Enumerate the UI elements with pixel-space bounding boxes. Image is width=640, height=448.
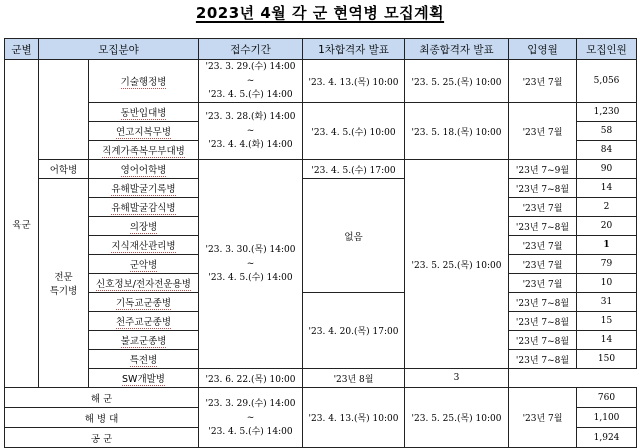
reception-period: '23. 3. 29.(수) 14:00 ~ '23. 4. 5.(수) 14:00	[199, 60, 303, 103]
field-name: 신호정보/전자전운용병	[89, 274, 199, 293]
group-special: 전문 특기병	[39, 179, 89, 388]
header-count: 모집인원	[577, 39, 637, 60]
header-enlist: 입영월	[509, 39, 577, 60]
enlist-month: '23년 7월	[509, 236, 577, 255]
recruit-count: 3	[405, 369, 509, 388]
header-field: 모집분야	[39, 39, 199, 60]
recruit-count: 1,230	[577, 103, 637, 122]
field-name: 특전병	[89, 350, 199, 369]
enlist-month: '23년 7월	[509, 255, 577, 274]
recruit-count: 10	[577, 274, 637, 293]
field-name: 기독교군종병	[89, 293, 199, 312]
enlist-month: '23년 7월	[509, 103, 577, 160]
field-name: 유해발굴감식병	[89, 198, 199, 217]
recruit-count: 1,100	[577, 408, 637, 428]
recruit-count: 84	[577, 141, 637, 160]
field-name: 동반입대병	[89, 103, 199, 122]
field-name: 군악병	[89, 255, 199, 274]
final-announce: '23. 5. 25.(목) 10:00	[405, 388, 509, 448]
table-row	[5, 103, 637, 122]
page-title: 2023년 4월 각 군 현역병 모집계획	[195, 4, 445, 22]
table-row	[5, 160, 637, 179]
first-announce: '23. 4. 5.(수) 10:00	[303, 103, 405, 160]
enlist-month: '23년 8월	[303, 369, 405, 388]
header-row	[5, 39, 637, 60]
table-row	[5, 388, 637, 408]
recruitment-table	[4, 38, 637, 448]
enlist-month: '23년 7~9월	[509, 160, 577, 179]
field-name: 직계가족복무부대병	[89, 141, 199, 160]
enlist-month: '23년 7월	[509, 60, 577, 103]
field-name: 유해발굴기록병	[89, 179, 199, 198]
field-name: 의장병	[89, 217, 199, 236]
recruit-count: 1,924	[577, 428, 637, 448]
first-announce-none: 없음	[303, 179, 405, 293]
table-row	[5, 293, 637, 312]
first-announce: '23. 4. 13.(목) 10:00	[303, 388, 405, 448]
branch-marines: 해 병 대	[5, 408, 199, 428]
recruit-count: 90	[577, 160, 637, 179]
enlist-month: '23년 7~8월	[509, 312, 577, 331]
final-announce: '23. 6. 22.(목) 10:00	[199, 369, 303, 388]
enlist-month: '23년 7~8월	[509, 179, 577, 198]
reception-period: '23. 3. 30.(목) 14:00 ~ '23. 4. 5.(수) 14:00	[199, 160, 303, 369]
branch-navy: 해 군	[5, 388, 199, 408]
enlist-month: '23년 7~8월	[509, 217, 577, 236]
recruit-count: 79	[577, 255, 637, 274]
final-announce: '23. 5. 25.(목) 10:00	[405, 160, 509, 369]
recruit-count: 760	[577, 388, 637, 408]
table-row	[5, 179, 637, 198]
recruit-count: 150	[577, 350, 637, 369]
enlist-month: '23년 7~8월	[509, 331, 577, 350]
final-announce: '23. 5. 25.(목) 10:00	[405, 60, 509, 103]
enlist-month: '23년 7월	[509, 198, 577, 217]
field-name: 기술행정병	[89, 60, 199, 103]
field-name: SW개발병	[89, 369, 199, 388]
field-name: 지식재산관리병	[89, 236, 199, 255]
header-reception: 접수기간	[199, 39, 303, 60]
enlist-month: '23년 7~8월	[509, 293, 577, 312]
recruit-count: 5,056	[577, 60, 637, 103]
reception-period: '23. 3. 28.(화) 14:00 ~ '23. 4. 4.(화) 14:00	[199, 103, 303, 160]
recruit-count: 14	[577, 331, 637, 350]
first-announce: '23. 4. 13.(목) 10:00	[303, 60, 405, 103]
recruit-count: 15	[577, 312, 637, 331]
table-row	[5, 369, 637, 388]
recruit-count: 31	[577, 293, 637, 312]
branch-army: 육군	[5, 60, 39, 388]
first-announce: '23. 4. 20.(목) 17:00	[303, 293, 405, 369]
first-announce: '23. 4. 5.(수) 17:00	[303, 160, 405, 179]
recruit-count: 1	[577, 236, 637, 255]
table-row	[5, 60, 637, 103]
enlist-month: '23년 7~8월	[509, 350, 577, 369]
header-branch: 군별	[5, 39, 39, 60]
blank-cell	[39, 60, 89, 160]
field-name: 연고지복무병	[89, 122, 199, 141]
field-name: 천주교군종병	[89, 312, 199, 331]
recruit-count: 2	[577, 198, 637, 217]
final-announce: '23. 5. 18.(목) 10:00	[405, 103, 509, 160]
branch-airforce: 공 군	[5, 428, 199, 448]
group-language: 어학병	[39, 160, 89, 179]
field-name: 영어어학병	[89, 160, 199, 179]
header-first: 1차합격자 발표	[303, 39, 405, 60]
enlist-month: '23년 7월	[509, 274, 577, 293]
reception-period: '23. 3. 29.(수) 14:00 ~ '23. 4. 5.(수) 14:00	[199, 388, 303, 448]
enlist-month: '23년 7월	[509, 388, 577, 448]
field-name: 불교군종병	[89, 331, 199, 350]
recruit-count: 14	[577, 179, 637, 198]
header-final: 최종합격자 발표	[405, 39, 509, 60]
recruit-count: 20	[577, 217, 637, 236]
recruit-count: 58	[577, 122, 637, 141]
